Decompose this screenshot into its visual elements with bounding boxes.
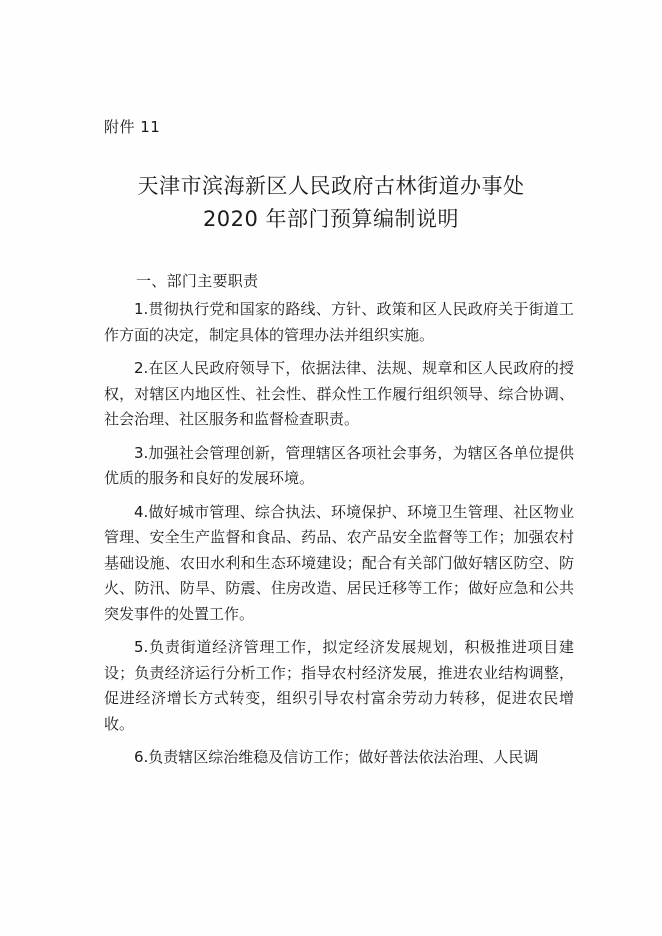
duty-paragraph-1: 1.贯彻执行党和国家的路线、方针、政策和区人民政府关于街道工作方面的决定，制定具体的管理办法并组织实施。 [104, 300, 574, 344]
duty-paragraph-2: 2.在区人民政府领导下，依据法律、法规、规章和区人民政府的授权，对辖区内地区性、社会性、群众性工作履行组织领导、综合协调、社会治理、社区服务和监督检查职责。 [104, 359, 574, 428]
duty-paragraph-6: 6.负责辖区综治维稳及信访工作；做好普法依法治理、人民调 [134, 748, 539, 766]
attachment-label: 附件 11 [104, 118, 161, 136]
section-heading: 一、部门主要职责 [136, 272, 259, 290]
document-title-line-1: 天津市滨海新区人民政府古林街道办事处 [137, 174, 525, 198]
section-body [104, 297, 574, 771]
duty-paragraph-5: 5.负责街道经济管理工作，拟定经济发展规划，积极推进项目建设；负责经济运行分析工作；指导农村经济发展，推进农业结构调整，促进经济增长方式转变，组织引导农村富余劳动力转移，促进农民增收。 [104, 638, 574, 733]
duty-paragraph-4: 4.做好城市管理、综合执法、环境保护、环境卫生管理、社区物业管理、安全生产监督和食品、药品、农产品安全监督等工作；加强农村基础设施、农田水利和生态环境建设；配合有关部门做好辖区防空、防火、防汛、防旱、防震、住房改造、居民迁移等工作；做好应急和公共突发事件的处置工作。 [104, 502, 574, 623]
duty-paragraph-3: 3.加强社会管理创新，管理辖区各项社会事务，为辖区各单位提供优质的服务和良好的发展环境。 [104, 443, 574, 487]
document-title-line-2: 2020 年部门预算编制说明 [202, 207, 460, 231]
